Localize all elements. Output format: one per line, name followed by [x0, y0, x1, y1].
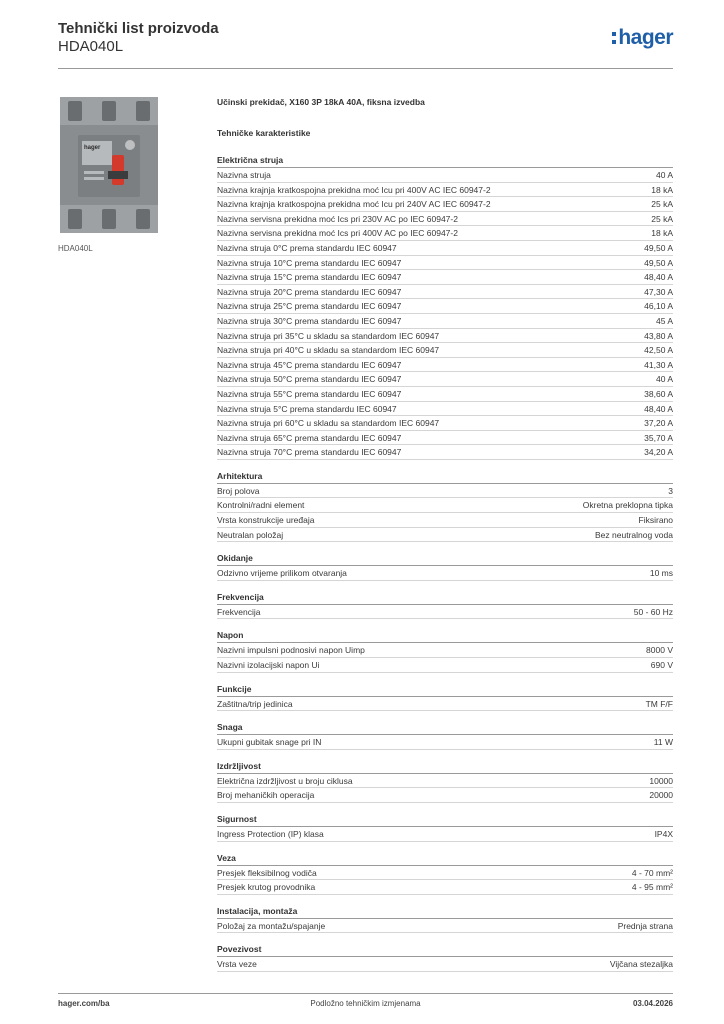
spec-group [217, 851, 673, 895]
spec-label: Broj polova [217, 485, 260, 496]
spec-label: Nazivna struja 0°C prema standardu IEC 60947 [217, 242, 397, 253]
spec-value: 49,50 A [644, 242, 673, 253]
spec-row [217, 212, 673, 227]
spec-row [217, 314, 673, 329]
spec-group-title: Frekvencija [217, 590, 673, 605]
spec-label: Kontrolni/radni element [217, 500, 305, 511]
spec-row [217, 197, 673, 212]
spec-row [217, 498, 673, 513]
spec-label: Nazivna struja [217, 170, 271, 180]
spec-label: Presjek fleksibilnog vodiča [217, 867, 317, 878]
spec-label: Nazivna struja 15°C prema standardu IEC 60947 [217, 272, 402, 283]
spec-value: 20000 [649, 790, 673, 801]
spec-value: Fiksirano [638, 515, 673, 526]
spec-label: Električna izdržljivost u broju ciklusa [217, 775, 353, 786]
spec-row [217, 658, 673, 673]
spec-value: 10 ms [649, 568, 673, 579]
spec-row [217, 735, 673, 750]
spec-label: Položaj za montažu/spajanje [217, 920, 326, 931]
spec-value: 11 W [653, 737, 673, 748]
spec-value: 690 V [650, 660, 673, 671]
document-subtitle: HDA040L [58, 38, 124, 55]
spec-row [217, 168, 673, 183]
spec-value: 50 - 60 Hz [633, 606, 673, 617]
spec-label: Nazivna struja 65°C prema standardu IEC 60947 [217, 432, 402, 443]
spec-group-title: Električna struja [217, 153, 673, 168]
spec-label: Vrsta veze [217, 959, 257, 970]
spec-group [217, 682, 673, 712]
spec-label: Nazivni impulsni podnosivi napon Uimp [217, 645, 365, 656]
footer-date: 03.04.2026 [632, 999, 673, 1008]
spec-row [217, 605, 673, 620]
spec-row [217, 528, 673, 543]
spec-row [217, 241, 673, 256]
spec-label: Nazivna struja pri 40°C u skladu sa standardom IEC 60947 [217, 345, 440, 356]
spec-row [217, 183, 673, 198]
spec-label: Nazivna struja pri 35°C u skladu sa standardom IEC 60947 [217, 330, 440, 341]
spec-label: Ukupni gubitak snage pri IN [217, 737, 322, 748]
spec-value: 35,70 A [644, 432, 673, 443]
spec-value: 25 kA [651, 213, 673, 224]
spec-group [217, 590, 673, 620]
spec-label: Frekvencija [217, 606, 261, 617]
spec-group-title: Funkcije [217, 682, 673, 697]
spec-row [217, 329, 673, 344]
spec-row [217, 270, 673, 285]
spec-value: 3 [668, 485, 673, 496]
header-divider [58, 68, 673, 69]
spec-row [217, 957, 673, 972]
spec-group-title: Okidanje [217, 551, 673, 566]
spec-row [217, 402, 673, 417]
logo-text: hager [618, 26, 673, 49]
spec-value: IP4X [654, 829, 673, 839]
product-image-caption: HDA040L [58, 244, 93, 253]
spec-row [217, 358, 673, 373]
spec-row [217, 788, 673, 803]
spec-row [217, 256, 673, 271]
spec-label: Neutralan položaj [217, 529, 284, 540]
spec-group [217, 759, 673, 803]
spec-group [217, 153, 673, 460]
spec-label: Nazivna struja 70°C prema standardu IEC 60947 [217, 447, 402, 458]
spec-label: Nazivna krajnja kratkospojna prekidna moć Icu pri 400V AC IEC 60947-2 [217, 184, 491, 195]
spec-group-title: Sigurnost [217, 812, 673, 827]
spec-group-title: Povezivost [217, 942, 673, 957]
spec-group-title: Snaga [217, 720, 673, 735]
spec-label: Nazivna struja pri 60°C u skladu sa standardom IEC 60947 [217, 418, 440, 429]
spec-row [217, 484, 673, 499]
spec-group-title: Veza [217, 851, 673, 866]
spec-groups [217, 153, 673, 972]
document-header [58, 20, 673, 70]
footer-notice: Podložno tehničkim izmjenama [310, 999, 421, 1008]
spec-value: 18 kA [651, 228, 673, 239]
spec-value: 40 A [655, 170, 673, 180]
footer-website[interactable]: hager.com/ba [58, 999, 110, 1008]
spec-value: 41,30 A [644, 359, 673, 370]
spec-value: 38,60 A [644, 388, 673, 399]
spec-group-title: Napon [217, 628, 673, 643]
spec-group [217, 551, 673, 581]
spec-value: Bez neutralnog voda [595, 529, 673, 540]
spec-group [217, 812, 673, 842]
spec-label: Presjek krutog provodnika [217, 882, 316, 893]
spec-value: TM F/F [645, 698, 673, 709]
hager-logo [612, 26, 673, 50]
spec-label: Nazivna struja 20°C prema standardu IEC 60947 [217, 286, 402, 297]
document-footer [58, 999, 673, 1013]
spec-value: 49,50 A [644, 257, 673, 268]
spec-row [217, 827, 673, 842]
logo-dots-icon [612, 32, 616, 44]
spec-value: 47,30 A [644, 286, 673, 297]
footer-divider [58, 993, 673, 994]
spec-group-title: Izdržljivost [217, 759, 673, 774]
spec-group-title: Instalacija, montaža [217, 904, 673, 919]
spec-label: Nazivna servisna prekidna moć Ics pri 230V AC po IEC 60947-2 [217, 213, 458, 224]
spec-row [217, 387, 673, 402]
spec-row [217, 919, 673, 934]
document-title: Tehnički list proizvoda [58, 20, 219, 37]
spec-row [217, 866, 673, 881]
spec-label: Nazivna krajnja kratkospojna prekidna moć Icu pri 240V AC IEC 60947-2 [217, 199, 491, 210]
spec-row [217, 445, 673, 460]
spec-value: 34,20 A [644, 447, 673, 458]
spec-row [217, 643, 673, 658]
spec-value: 45 A [655, 315, 673, 326]
spec-value: Prednja strana [617, 920, 673, 931]
spec-value: 10000 [649, 775, 673, 786]
spec-value: 4 - 70 mm² [631, 867, 673, 878]
product-description: Učinski prekidač, X160 3P 18kA 40A, fiksna izvedba [217, 97, 425, 107]
spec-content [217, 96, 673, 972]
spec-label: Zaštitna/trip jedinica [217, 698, 293, 709]
spec-label: Nazivna struja 30°C prema standardu IEC 60947 [217, 315, 402, 326]
spec-value: 8000 V [646, 645, 673, 656]
spec-group [217, 942, 673, 972]
spec-group [217, 904, 673, 934]
spec-label: Nazivna servisna prekidna moć Ics pri 400V AC po IEC 60947-2 [217, 228, 458, 239]
spec-value: 48,40 A [644, 403, 673, 414]
spec-value: 46,10 A [644, 301, 673, 312]
spec-label: Nazivna struja 5°C prema standardu IEC 60947 [217, 403, 397, 414]
spec-value: 42,50 A [644, 345, 673, 356]
spec-row [217, 416, 673, 431]
spec-row [217, 431, 673, 446]
spec-group [217, 469, 673, 542]
spec-label: Broj mehaničkih operacija [217, 790, 315, 801]
spec-row [217, 513, 673, 528]
spec-label: Nazivna struja 45°C prema standardu IEC 60947 [217, 359, 402, 370]
spec-label: Nazivna struja 25°C prema standardu IEC 60947 [217, 301, 402, 312]
spec-label: Nazivni izolacijski napon Ui [217, 660, 320, 671]
spec-value: 18 kA [651, 184, 673, 195]
spec-row [217, 226, 673, 241]
spec-row [217, 343, 673, 358]
spec-value: 25 kA [651, 199, 673, 210]
product-image [58, 95, 160, 235]
spec-value: 40 A [655, 374, 673, 385]
spec-group [217, 720, 673, 750]
spec-row [217, 880, 673, 895]
spec-label: Nazivna struja 10°C prema standardu IEC 60947 [217, 257, 402, 268]
spec-row [217, 299, 673, 314]
spec-value: 48,40 A [644, 272, 673, 283]
spec-group [217, 628, 673, 672]
spec-row [217, 372, 673, 387]
svg-text:hager: hager [84, 145, 101, 151]
spec-row [217, 566, 673, 581]
spec-label: Nazivna struja 50°C prema standardu IEC 60947 [217, 374, 402, 385]
spec-label: Vrsta konstrukcije uređaja [217, 515, 315, 526]
spec-row [217, 285, 673, 300]
spec-label: Ingress Protection (IP) klasa [217, 829, 324, 839]
spec-label: Odzivno vrijeme prilikom otvaranja [217, 568, 347, 579]
section-title: Tehničke karakteristike [217, 128, 311, 138]
spec-value: 37,20 A [644, 418, 673, 429]
spec-value: Okretna preklopna tipka [582, 500, 673, 511]
spec-label: Nazivna struja 55°C prema standardu IEC 60947 [217, 388, 402, 399]
spec-value: Vijčana stezaljka [609, 959, 673, 970]
spec-row [217, 774, 673, 789]
spec-value: 43,80 A [644, 330, 673, 341]
spec-row [217, 697, 673, 712]
spec-value: 4 - 95 mm² [631, 882, 673, 893]
spec-group-title: Arhitektura [217, 469, 673, 484]
